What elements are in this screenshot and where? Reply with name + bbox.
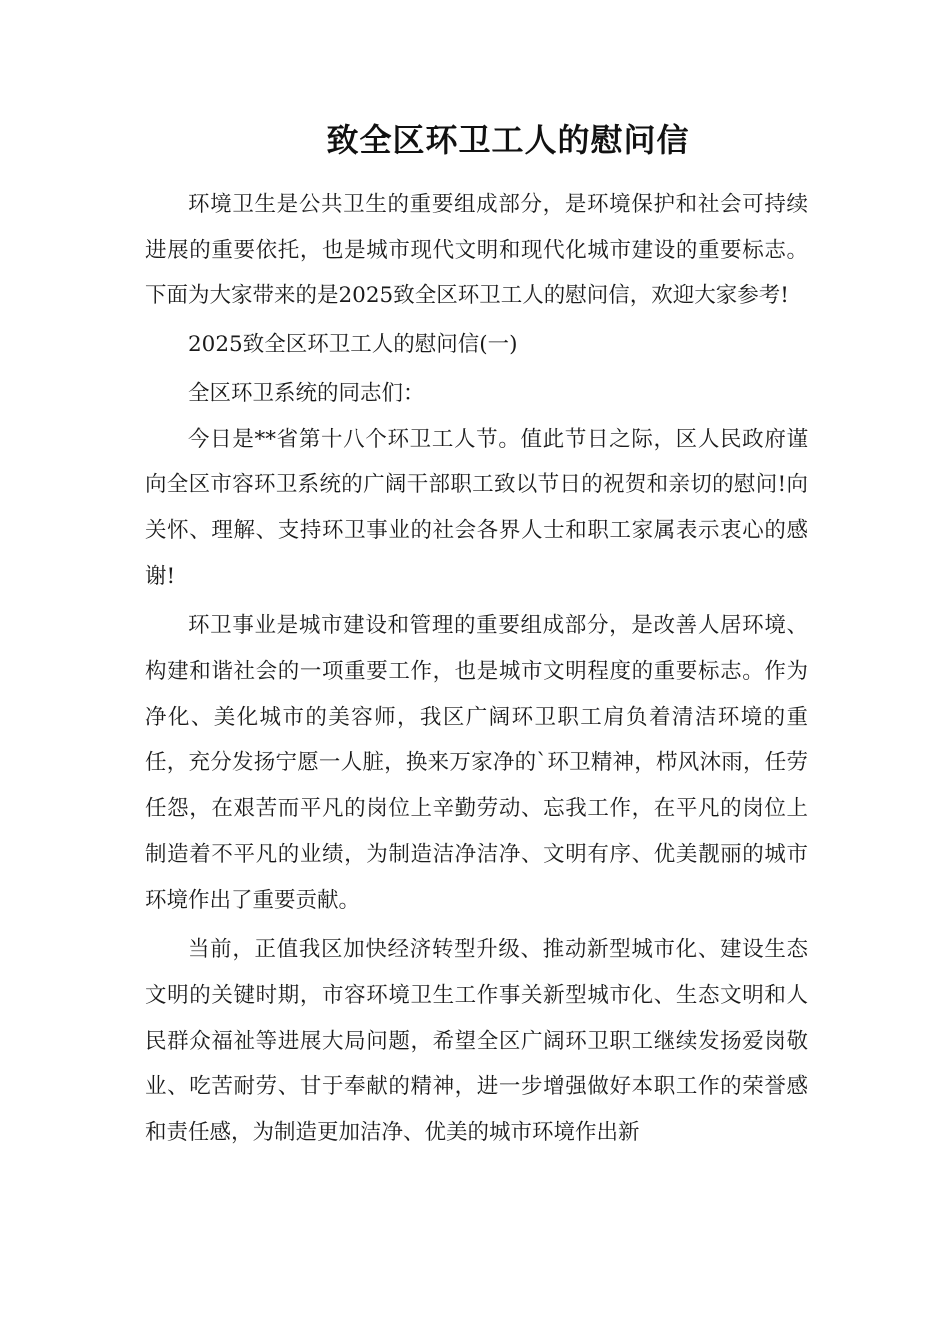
body-paragraph: 当前，正值我区加快经济转型升级、推动新型城市化、建设生态文明的关键时期，市容环境卫生工作事关新型城市化、生态文明和人民群众福祉等进展大局问题，希望全区广阔环卫职工继续发扬爱岗敬业、吃苦耐劳、甘于奉献的精神，进一步增强做好本职工作的荣誉感和责任感，为制造更加洁净、优美的城市环境作出新: [145, 937, 808, 1146]
intro-paragraph: 环境卫生是公共卫生的重要组成部分，是环境保护和社会可持续进展的重要依托，也是城市现代文明和现代化城市建设的重要标志。下面为大家带来的是2025致全区环卫工人的慰问信，欢迎大家参考!: [145, 192, 808, 309]
body-paragraph: 环卫事业是城市建设和管理的重要组成部分，是改善人居环境、构建和谐社会的一项重要工作，也是城市文明程度的重要标志。作为净化、美化城市的美容师，我区广阔环卫职工肩负着清洁环境的重任，充分发扬宁愿一人脏，换来万家净的`环卫精神，栉风沐雨，任劳任怨，在艰苦而平凡的岗位上辛勤劳动、忘我工作，在平凡的岗位上制造着不平凡的业绩，为制造洁净洁净、文明有序、优美靓丽的城市环境作出了重要贡献。: [145, 613, 808, 913]
body-paragraph: 今日是**省第十八个环卫工人节。值此节日之际，区人民政府谨向全区市容环卫系统的广阔干部职工致以节日的祝贺和亲切的慰问!向关怀、理解、支持环卫事业的社会各界人士和职工家属表示衷心的感谢!: [145, 426, 808, 589]
salutation: 全区环卫系统的同志们：: [188, 380, 425, 406]
letter-heading: 2025致全区环卫工人的慰问信(一): [188, 332, 518, 358]
document-body: [145, 182, 808, 1156]
document-title: 致全区环卫工人的慰问信: [326, 121, 690, 159]
